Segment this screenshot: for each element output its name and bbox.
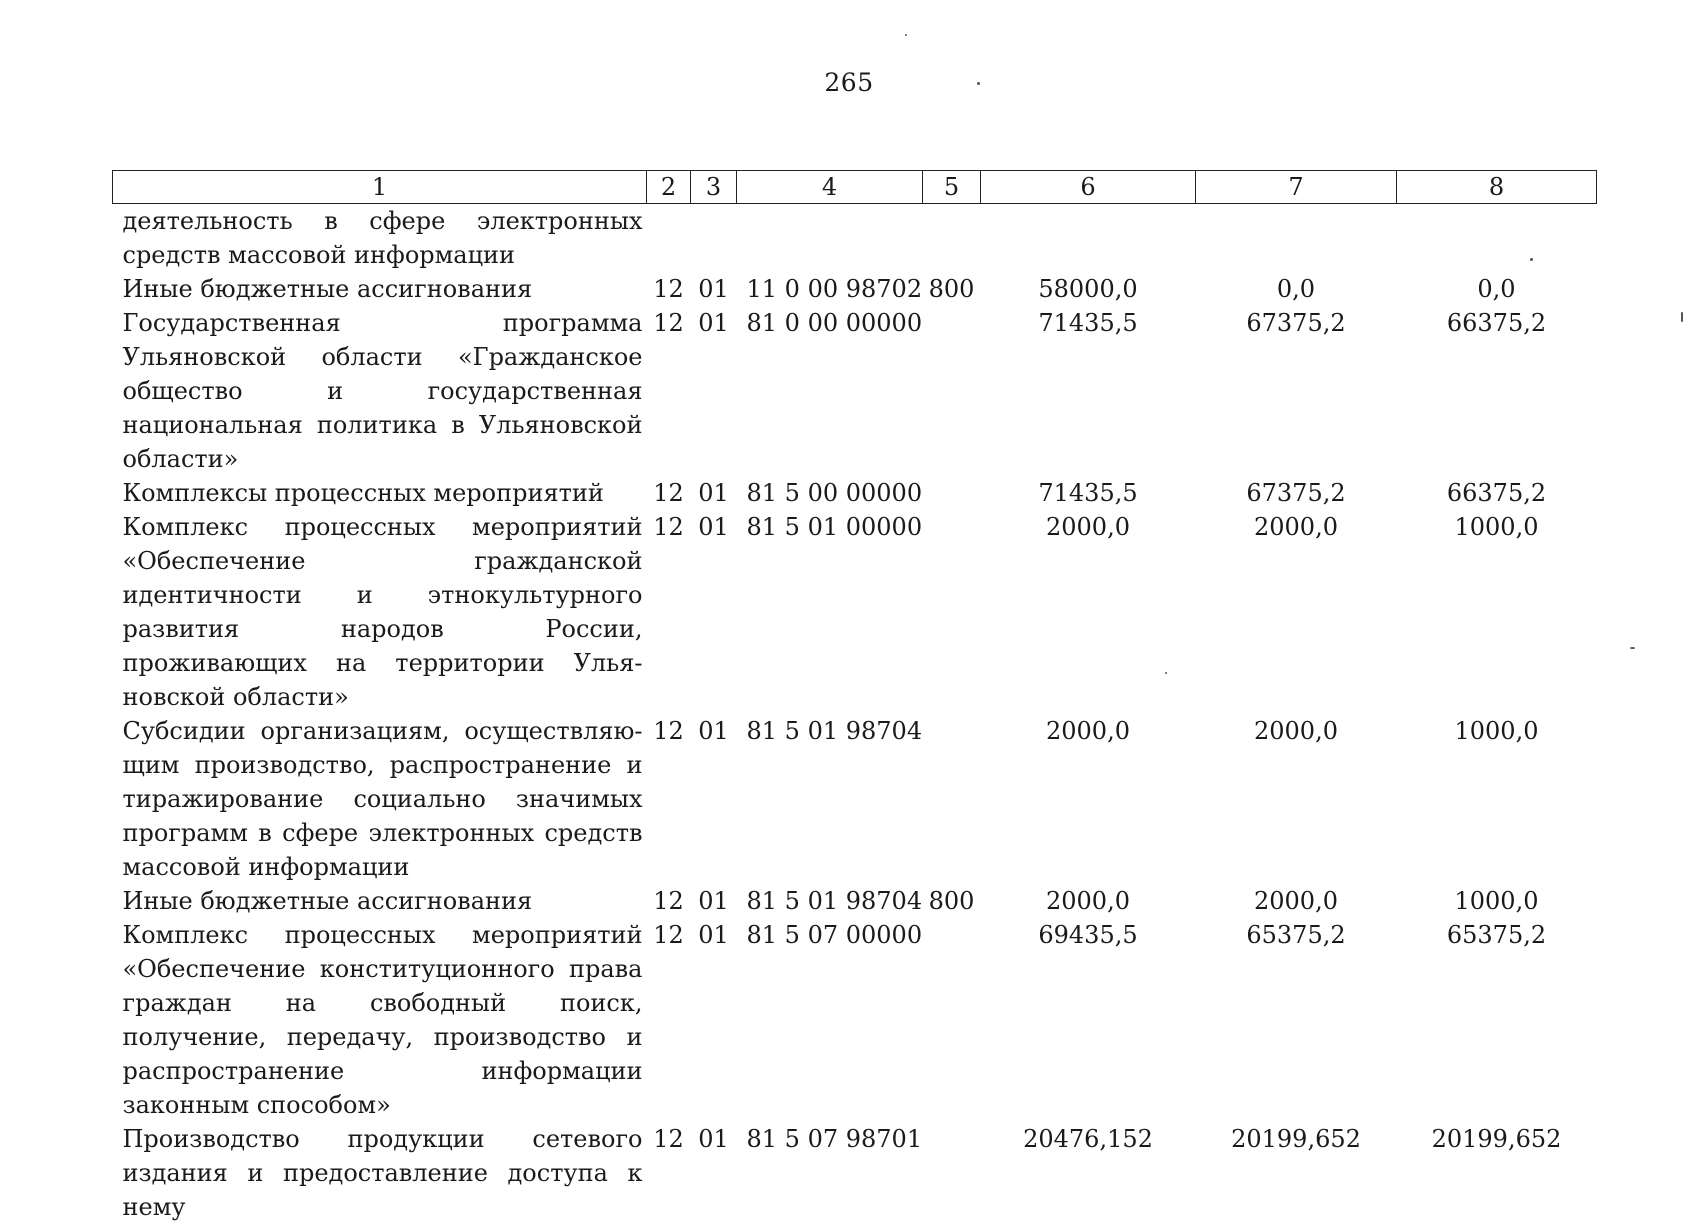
row-section: 12	[647, 476, 691, 510]
row-amount-col6: 2000,0	[981, 510, 1196, 714]
row-amount-col7: 2000,0	[1196, 510, 1397, 714]
row-expense-type	[923, 1122, 981, 1224]
row-subsection: 01	[691, 272, 737, 306]
row-target-article: 11 0 00 98702	[737, 272, 923, 306]
row-section: 12	[647, 1122, 691, 1224]
row-section: 12	[647, 306, 691, 476]
row-amount-col8: 1000,0	[1397, 510, 1597, 714]
row-amount-col6: 71435,5	[981, 476, 1196, 510]
row-subsection: 01	[691, 510, 737, 714]
row-amount-col7: 67375,2	[1196, 476, 1397, 510]
row-subsection: 01	[691, 884, 737, 918]
scan-speck	[905, 34, 907, 36]
header-col-7: 7	[1196, 171, 1397, 204]
row-amount-col7: 2000,0	[1196, 714, 1397, 884]
row-target-article: 81 5 07 98701	[737, 1122, 923, 1224]
row-subsection: 01	[691, 918, 737, 1122]
row-name: Комплекс процессных мероприятий «Обеспечение конституционного права граждан на свободный поиск, получение, передачу, производство и распространение информации законным способом»	[113, 918, 647, 1122]
row-target-article: 81 5 01 00000	[737, 510, 923, 714]
row-amount-col8: 20199,652	[1397, 1122, 1597, 1224]
header-col-5: 5	[923, 171, 981, 204]
row-amount-col7: 0,0	[1196, 272, 1397, 306]
row-amount-col6: 2000,0	[981, 884, 1196, 918]
row-expense-type	[923, 510, 981, 714]
header-col-2: 2	[647, 171, 691, 204]
row-expense-type	[923, 714, 981, 884]
row-subsection: 01	[691, 306, 737, 476]
row-subsection: 01	[691, 476, 737, 510]
row-amount-col8	[1397, 204, 1597, 273]
row-expense-type: 800	[923, 884, 981, 918]
row-expense-type: 800	[923, 272, 981, 306]
header-col-6: 6	[981, 171, 1196, 204]
row-section: 12	[647, 510, 691, 714]
row-expense-type	[923, 204, 981, 273]
scan-speck	[1530, 258, 1533, 261]
table-row	[113, 1122, 1597, 1224]
header-row	[113, 171, 1597, 204]
row-target-article: 81 5 07 00000	[737, 918, 923, 1122]
row-subsection	[691, 204, 737, 273]
scan-speck	[1681, 312, 1683, 322]
table-row	[113, 714, 1597, 884]
table-header	[113, 171, 1597, 204]
row-name: деятельность в сфере электронных средств массовой информации	[113, 204, 647, 273]
row-amount-col7: 67375,2	[1196, 306, 1397, 476]
row-amount-col8: 66375,2	[1397, 306, 1597, 476]
row-name: Субсидии организациям, осуществляющим производство, распространение и тиражирование социально значимых программ в сфере электронных средств массовой информации	[113, 714, 647, 884]
row-section	[647, 204, 691, 273]
row-amount-col8: 0,0	[1397, 272, 1597, 306]
row-target-article: 81 5 01 98704	[737, 884, 923, 918]
table-row	[113, 884, 1597, 918]
row-amount-col6: 20476,152	[981, 1122, 1196, 1224]
row-name: Иные бюджетные ассигнования	[113, 884, 647, 918]
budget-table	[112, 170, 1597, 1224]
page-number: 265	[0, 68, 1698, 97]
row-expense-type	[923, 918, 981, 1122]
row-name: Иные бюджетные ассигнования	[113, 272, 647, 306]
row-amount-col7: 2000,0	[1196, 884, 1397, 918]
row-name: Комплексы процессных мероприятий	[113, 476, 647, 510]
row-name: Производство продукции сетевого издания и предоставление доступа к нему	[113, 1122, 647, 1224]
row-amount-col7: 65375,2	[1196, 918, 1397, 1122]
row-subsection: 01	[691, 714, 737, 884]
row-amount-col7: 20199,652	[1196, 1122, 1397, 1224]
row-name: Государственная программа Ульяновской области «Гражданское общество и государственная национальная политика в Ульяновской области»	[113, 306, 647, 476]
row-amount-col8: 65375,2	[1397, 918, 1597, 1122]
table-row	[113, 476, 1597, 510]
row-section: 12	[647, 272, 691, 306]
scan-speck	[1630, 647, 1635, 649]
budget-table-container	[112, 170, 1596, 1224]
header-col-1: 1	[113, 171, 647, 204]
row-section: 12	[647, 884, 691, 918]
table-row	[113, 306, 1597, 476]
scan-speck	[1165, 672, 1167, 674]
row-amount-col8: 66375,2	[1397, 476, 1597, 510]
row-amount-col6: 71435,5	[981, 306, 1196, 476]
header-col-8: 8	[1397, 171, 1597, 204]
row-amount-col7	[1196, 204, 1397, 273]
row-amount-col8: 1000,0	[1397, 884, 1597, 918]
row-target-article	[737, 204, 923, 273]
row-section: 12	[647, 714, 691, 884]
row-section: 12	[647, 918, 691, 1122]
table-row	[113, 510, 1597, 714]
row-name: Комплекс процессных мероприятий «Обеспечение гражданской идентичности и этнокультурного развития народов России, проживающих на территории Ульяновской области»	[113, 510, 647, 714]
row-amount-col8: 1000,0	[1397, 714, 1597, 884]
row-amount-col6	[981, 204, 1196, 273]
table-row	[113, 918, 1597, 1122]
row-expense-type	[923, 476, 981, 510]
row-expense-type	[923, 306, 981, 476]
scan-speck	[977, 82, 980, 85]
table-row	[113, 272, 1597, 306]
row-amount-col6: 2000,0	[981, 714, 1196, 884]
row-amount-col6: 58000,0	[981, 272, 1196, 306]
table-body	[113, 204, 1597, 1224]
table-row	[113, 204, 1597, 273]
row-target-article: 81 0 00 00000	[737, 306, 923, 476]
header-col-3: 3	[691, 171, 737, 204]
row-amount-col6: 69435,5	[981, 918, 1196, 1122]
row-subsection: 01	[691, 1122, 737, 1224]
header-col-4: 4	[737, 171, 923, 204]
row-target-article: 81 5 01 98704	[737, 714, 923, 884]
row-target-article: 81 5 00 00000	[737, 476, 923, 510]
